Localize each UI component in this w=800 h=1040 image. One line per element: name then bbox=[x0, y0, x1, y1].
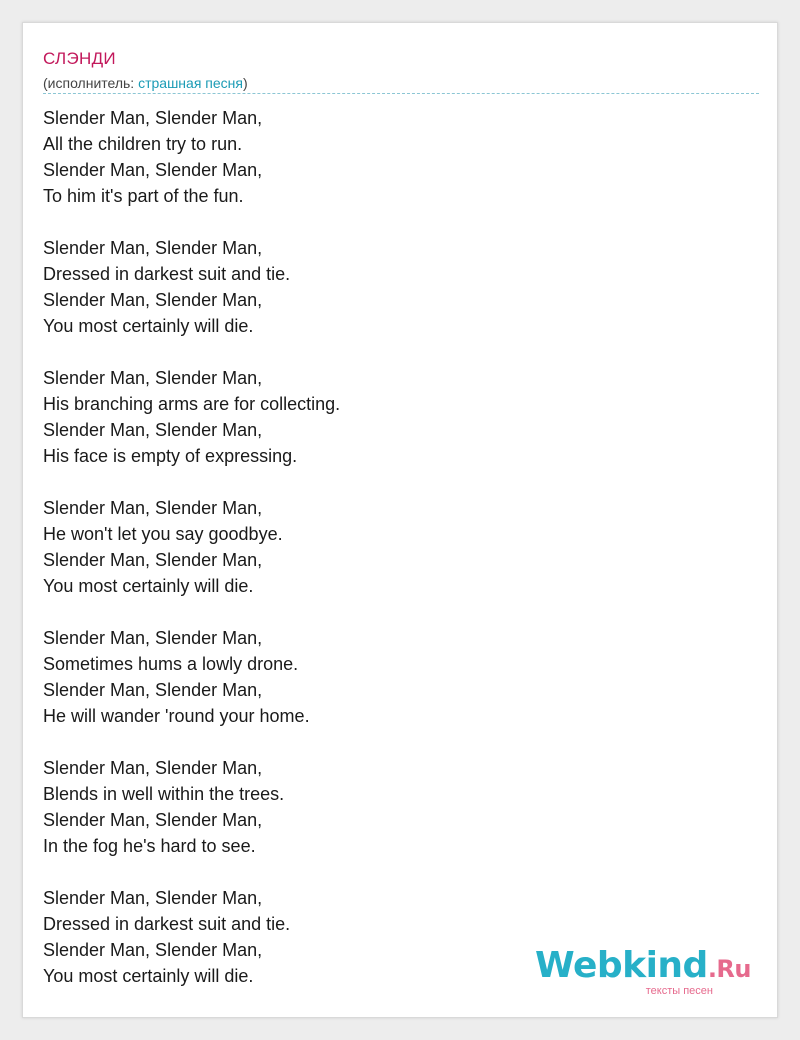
lyric-line: Slender Man, Slender Man, bbox=[43, 290, 263, 310]
lyric-line: Slender Man, Slender Man, bbox=[43, 680, 263, 700]
lyric-line: Dressed in darkest suit and tie. bbox=[43, 914, 291, 934]
logo-wordmark bbox=[535, 945, 751, 987]
logo-name: Webkind bbox=[535, 945, 708, 986]
divider bbox=[43, 93, 759, 94]
lyrics-body bbox=[43, 105, 340, 989]
lyric-line: You most certainly will die. bbox=[43, 966, 254, 986]
lyric-line: You most certainly will die. bbox=[43, 316, 254, 336]
stanza bbox=[43, 235, 340, 339]
lyric-line: Sometimes hums a lowly drone. bbox=[43, 654, 299, 674]
stanza bbox=[43, 625, 340, 729]
stanza bbox=[43, 495, 340, 599]
lyric-line: Slender Man, Slender Man, bbox=[43, 550, 263, 570]
lyric-line: His face is empty of expressing. bbox=[43, 446, 298, 466]
artist-line bbox=[43, 75, 248, 91]
lyric-line: Slender Man, Slender Man, bbox=[43, 420, 263, 440]
lyric-line: To him it's part of the fun. bbox=[43, 186, 244, 206]
logo-tagline: тексты песен bbox=[645, 985, 713, 997]
lyric-line: Slender Man, Slender Man, bbox=[43, 108, 263, 128]
lyric-line: Dressed in darkest suit and tie. bbox=[43, 264, 291, 284]
artist-link[interactable]: страшная песня bbox=[138, 75, 243, 91]
lyric-line: Slender Man, Slender Man, bbox=[43, 888, 263, 908]
stanza bbox=[43, 105, 340, 209]
lyric-line: He won't let you say goodbye. bbox=[43, 524, 283, 544]
lyric-line: Slender Man, Slender Man, bbox=[43, 498, 263, 518]
lyric-line: Slender Man, Slender Man, bbox=[43, 940, 263, 960]
logo-domain: .Ru bbox=[707, 955, 751, 983]
lyric-line: Slender Man, Slender Man, bbox=[43, 628, 263, 648]
lyric-line: Slender Man, Slender Man, bbox=[43, 810, 263, 830]
stanza bbox=[43, 885, 340, 989]
lyric-line: Slender Man, Slender Man, bbox=[43, 758, 263, 778]
stanza bbox=[43, 365, 340, 469]
lyric-line: His branching arms are for collecting. bbox=[43, 394, 341, 414]
webkind-logo[interactable] bbox=[535, 945, 751, 997]
lyric-line: Blends in well within the trees. bbox=[43, 784, 285, 804]
artist-prefix: (исполнитель: bbox=[43, 75, 139, 91]
stanza bbox=[43, 755, 340, 859]
lyrics-card bbox=[22, 22, 778, 1018]
song-title: СЛЭНДИ bbox=[43, 49, 116, 68]
lyric-line: You most certainly will die. bbox=[43, 576, 254, 596]
lyric-line: Slender Man, Slender Man, bbox=[43, 368, 263, 388]
lyric-line: Slender Man, Slender Man, bbox=[43, 160, 263, 180]
lyric-line: Slender Man, Slender Man, bbox=[43, 238, 263, 258]
artist-suffix: ) bbox=[242, 75, 248, 91]
lyric-line: All the children try to run. bbox=[43, 134, 243, 154]
lyric-line: He will wander 'round your home. bbox=[43, 706, 310, 726]
lyric-line: In the fog he's hard to see. bbox=[43, 836, 256, 856]
